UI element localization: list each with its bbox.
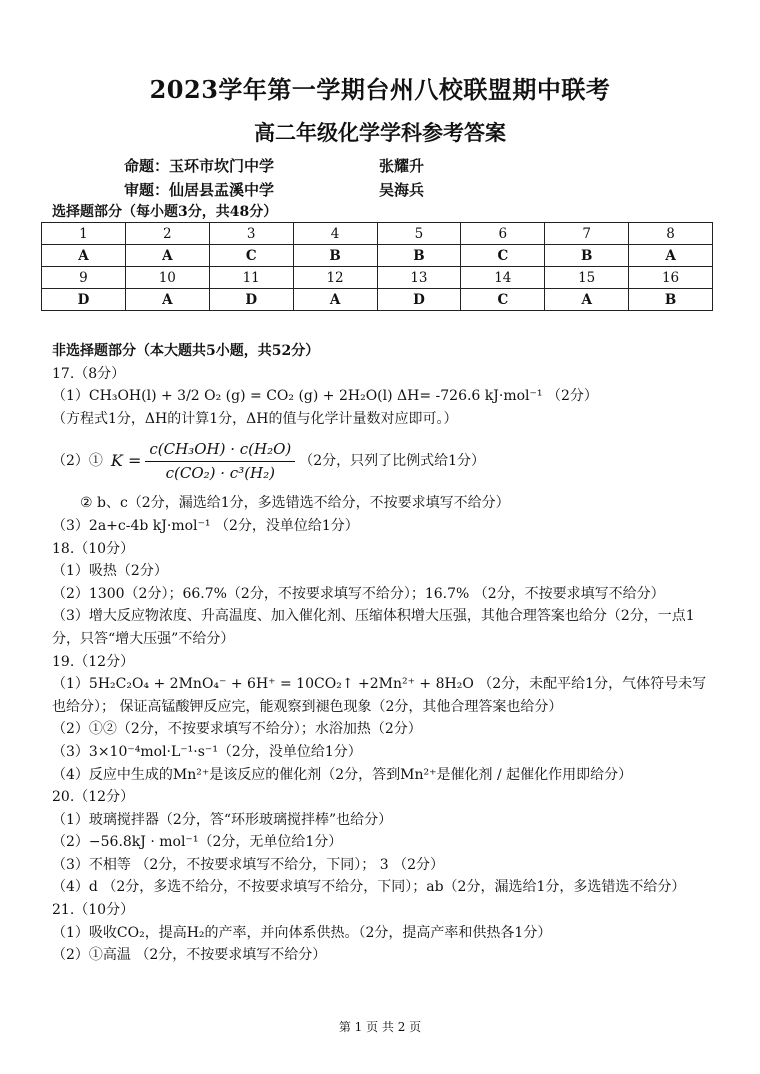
table-cell: 5 — [377, 223, 461, 245]
page-title: 2023学年第一学期台州八校联盟期中联考 — [149, 75, 611, 104]
q19-heading: 19.（12分） — [52, 653, 135, 670]
table-cell: B — [377, 245, 461, 267]
author1-name: 张耀升 — [379, 157, 425, 175]
q20-part3: （3）不相等 （2分，不按要求填写不给分，下同）； 3 （2分） — [52, 856, 444, 873]
q21-part2: （2）①高温 （2分，不按要求填写不给分） — [52, 947, 327, 964]
mc-section-heading: 选择题部分（每小题3分，共48分） — [52, 204, 278, 220]
free-response-answers — [52, 340, 720, 967]
table-cell: B — [545, 245, 629, 267]
author1-label: 命题：玉环市坎门中学 — [124, 157, 275, 175]
table-cell: B — [629, 289, 713, 311]
table-row — [42, 289, 713, 311]
q21-part1: （1）吸收CO₂，提高H₂的产率，并向体系供热。（2分，提高产率和供热各1分） — [52, 924, 552, 941]
table-cell: A — [125, 245, 209, 267]
q21-heading: 21.（10分） — [52, 902, 135, 919]
author-line-2 — [124, 179, 424, 200]
table-cell: 4 — [293, 223, 377, 245]
q19-part3: （3）3×10⁻⁴mol·L⁻¹·s⁻¹（2分，没单位给1分） — [52, 743, 362, 760]
table-cell: 2 — [125, 223, 209, 245]
table-cell: 8 — [629, 223, 713, 245]
q20-part1: （1）玻璃搅拌器（2分，答“环形玻璃搅拌棒”也给分） — [52, 811, 393, 828]
table-cell: C — [209, 245, 293, 267]
table-cell: 10 — [125, 267, 209, 289]
fraction-numerator: c(CH₃OH) · c(H₂O) — [145, 438, 295, 462]
table-cell: 14 — [461, 267, 545, 289]
equilibrium-constant-label: K = — [110, 451, 142, 471]
q17-part3: （3）2a+c-4b kJ·mol⁻¹ （2分，没单位给1分） — [52, 517, 359, 534]
q18-part1: （1）吸热（2分） — [52, 563, 168, 580]
q20-part2: （2）−56.8kJ · mol⁻¹（2分，无单位给1分） — [52, 834, 343, 851]
answer-table — [41, 222, 713, 311]
q17-part2-suffix: （2分，只列了比例式给1分） — [299, 453, 486, 470]
table-cell: C — [461, 245, 545, 267]
table-cell: 13 — [377, 267, 461, 289]
q20-part4: （4）d （2分，多选不给分，不按要求填写不给分，下同）；ab（2分，漏选给1分，多选错选不给分） — [52, 879, 686, 896]
q19-part2: （2）①②（2分，不按要求填写不给分）；水浴加热（2分） — [52, 721, 422, 738]
q18-part2: （2）1300（2分）；66.7%（2分，不按要求填写不给分）；16.7% （2分，不按要求填写不给分） — [52, 585, 665, 602]
author2-label: 审题：仙居县盂溪中学 — [124, 181, 275, 199]
fraction-denominator: c(CO₂) · c³(H₂) — [165, 463, 276, 482]
table-cell: 3 — [209, 223, 293, 245]
table-cell: D — [377, 289, 461, 311]
table-cell: B — [293, 245, 377, 267]
table-cell: C — [461, 289, 545, 311]
q19-part4: （4）反应中生成的Mn²⁺是该反应的催化剂（2分，答到Mn²⁺是催化剂 / 起催化作用即给分） — [52, 766, 633, 783]
table-cell: 11 — [209, 267, 293, 289]
table-cell: A — [42, 245, 126, 267]
table-cell: 16 — [629, 267, 713, 289]
q17-part1: （1）CH₃OH(l) + 3/2 O₂ (g) = CO₂ (g) + 2H₂O(l) ΔH= -726.6 kJ·mol⁻¹ （2分） — [52, 388, 598, 405]
table-cell: A — [545, 289, 629, 311]
page-number: 第 1 页 共 2 页 — [338, 1020, 422, 1034]
table-cell: 6 — [461, 223, 545, 245]
table-cell: A — [125, 289, 209, 311]
table-cell: A — [293, 289, 377, 311]
q19-part1: （1）5H₂C₂O₄ + 2MnO₄⁻ + 6H⁺ = 10CO₂↑ +2Mn²⁺ + 8H₂O （2分，未配平给1分，气体符号未写也给分）； 保证高锰酸钾反应完，能观察到褪色现象（2分，其他合理答案也给分） — [52, 676, 707, 715]
table-cell: 12 — [293, 267, 377, 289]
q18-part3: （3）增大反应物浓度、升高温度、加入催化剂、压缩体积增大压强，其他合理答案也给分（2分，一点1分，只答“增大压强”不给分） — [52, 608, 695, 647]
table-cell: 1 — [42, 223, 126, 245]
author2-name: 吴海兵 — [379, 181, 425, 199]
equilibrium-fraction — [145, 438, 295, 484]
table-cell: 7 — [545, 223, 629, 245]
q17-heading: 17.（8分） — [52, 365, 126, 382]
q18-heading: 18.（10分） — [52, 540, 135, 557]
author-line-1 — [124, 155, 424, 176]
table-cell: D — [42, 289, 126, 311]
table-cell: A — [629, 245, 713, 267]
q17-part1-note: （方程式1分，ΔH的计算1分，ΔH的值与化学计量数对应即可。） — [52, 410, 458, 427]
q20-heading: 20.（12分） — [52, 789, 135, 806]
free-section-heading: 非选择题部分（本大题共5小题，共52分） — [52, 343, 320, 359]
table-row — [42, 245, 713, 267]
table-row — [42, 223, 713, 245]
q17-part2-prefix: （2）① — [52, 453, 103, 470]
table-row — [42, 267, 713, 289]
page-subtitle: 高二年级化学学科参考答案 — [254, 120, 506, 145]
table-cell: 15 — [545, 267, 629, 289]
q17-part2b: ② b、c（2分，漏选给1分，多选错选不给分，不按要求填写不给分） — [80, 495, 510, 512]
table-cell: 9 — [42, 267, 126, 289]
q17-part2-formula — [52, 430, 720, 492]
table-cell: D — [209, 289, 293, 311]
